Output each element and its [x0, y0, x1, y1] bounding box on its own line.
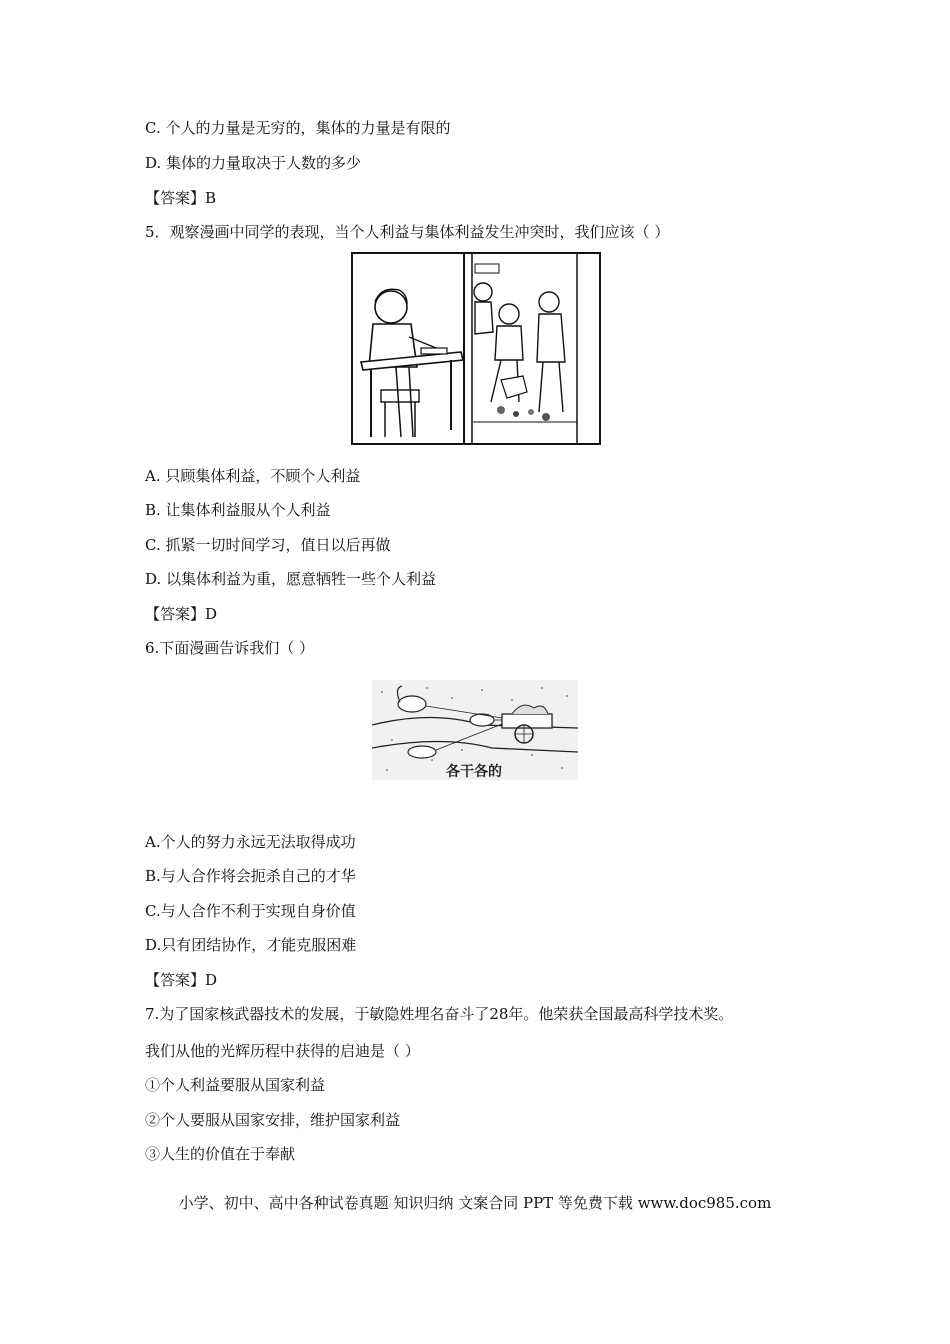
q4-option-c: C. 个人的力量是无穷的，集体的力量是有限的 [145, 119, 451, 137]
q6-option-b: B.与人合作将会扼杀自己的才华 [145, 867, 356, 885]
q7-stem-line1: 7.为了国家核武器技术的发展，于敏隐姓埋名奋斗了28年。他荣获全国最高科学技术奖。 [145, 1005, 734, 1023]
q7-item-2: ②个人要服从国家安排，维护国家利益 [145, 1111, 401, 1129]
q7-item-3: ③人生的价值在于奉献 [145, 1145, 296, 1163]
q5-option-d: D. 以集体利益为重，愿意牺牲一些个人利益 [145, 570, 437, 588]
q6-option-a: A.个人的努力永远无法取得成功 [145, 833, 356, 851]
q4-answer: 【答案】B [145, 189, 217, 207]
q5-option-c: C. 抓紧一切时间学习，值日以后再做 [145, 536, 391, 554]
q7-stem-line2: 我们从他的光辉历程中获得的启迪是（ ） [145, 1042, 420, 1060]
q7-item-1: ①个人利益要服从国家利益 [145, 1076, 326, 1094]
q6-option-c: C.与人合作不利于实现自身价值 [145, 902, 356, 920]
q5-cartoon [351, 252, 601, 445]
q4-option-d: D. 集体的力量取决于人数的多少 [145, 154, 362, 172]
page-footer: 小学、初中、高中各种试卷真题 知识归纳 文案合同 PPT 等免费下载 www.doc985.com [178, 1194, 772, 1212]
q5-option-b: B. 让集体利益服从个人利益 [145, 501, 331, 519]
q6-stem: 6.下面漫画告诉我们（ ） [145, 639, 315, 657]
q6-answer: 【答案】D [145, 971, 218, 989]
q6-cartoon [372, 680, 578, 780]
q6-option-d: D.只有团结协作，才能克服困难 [145, 936, 357, 954]
q5-answer: 【答案】D [145, 605, 218, 623]
q5-stem: 5．观察漫画中同学的表现，当个人利益与集体利益发生冲突时，我们应该（ ） [145, 223, 670, 241]
q5-option-a: A. 只顾集体利益，不顾个人利益 [145, 467, 361, 485]
q6-cartoon-caption: 各干各的 [446, 764, 502, 780]
